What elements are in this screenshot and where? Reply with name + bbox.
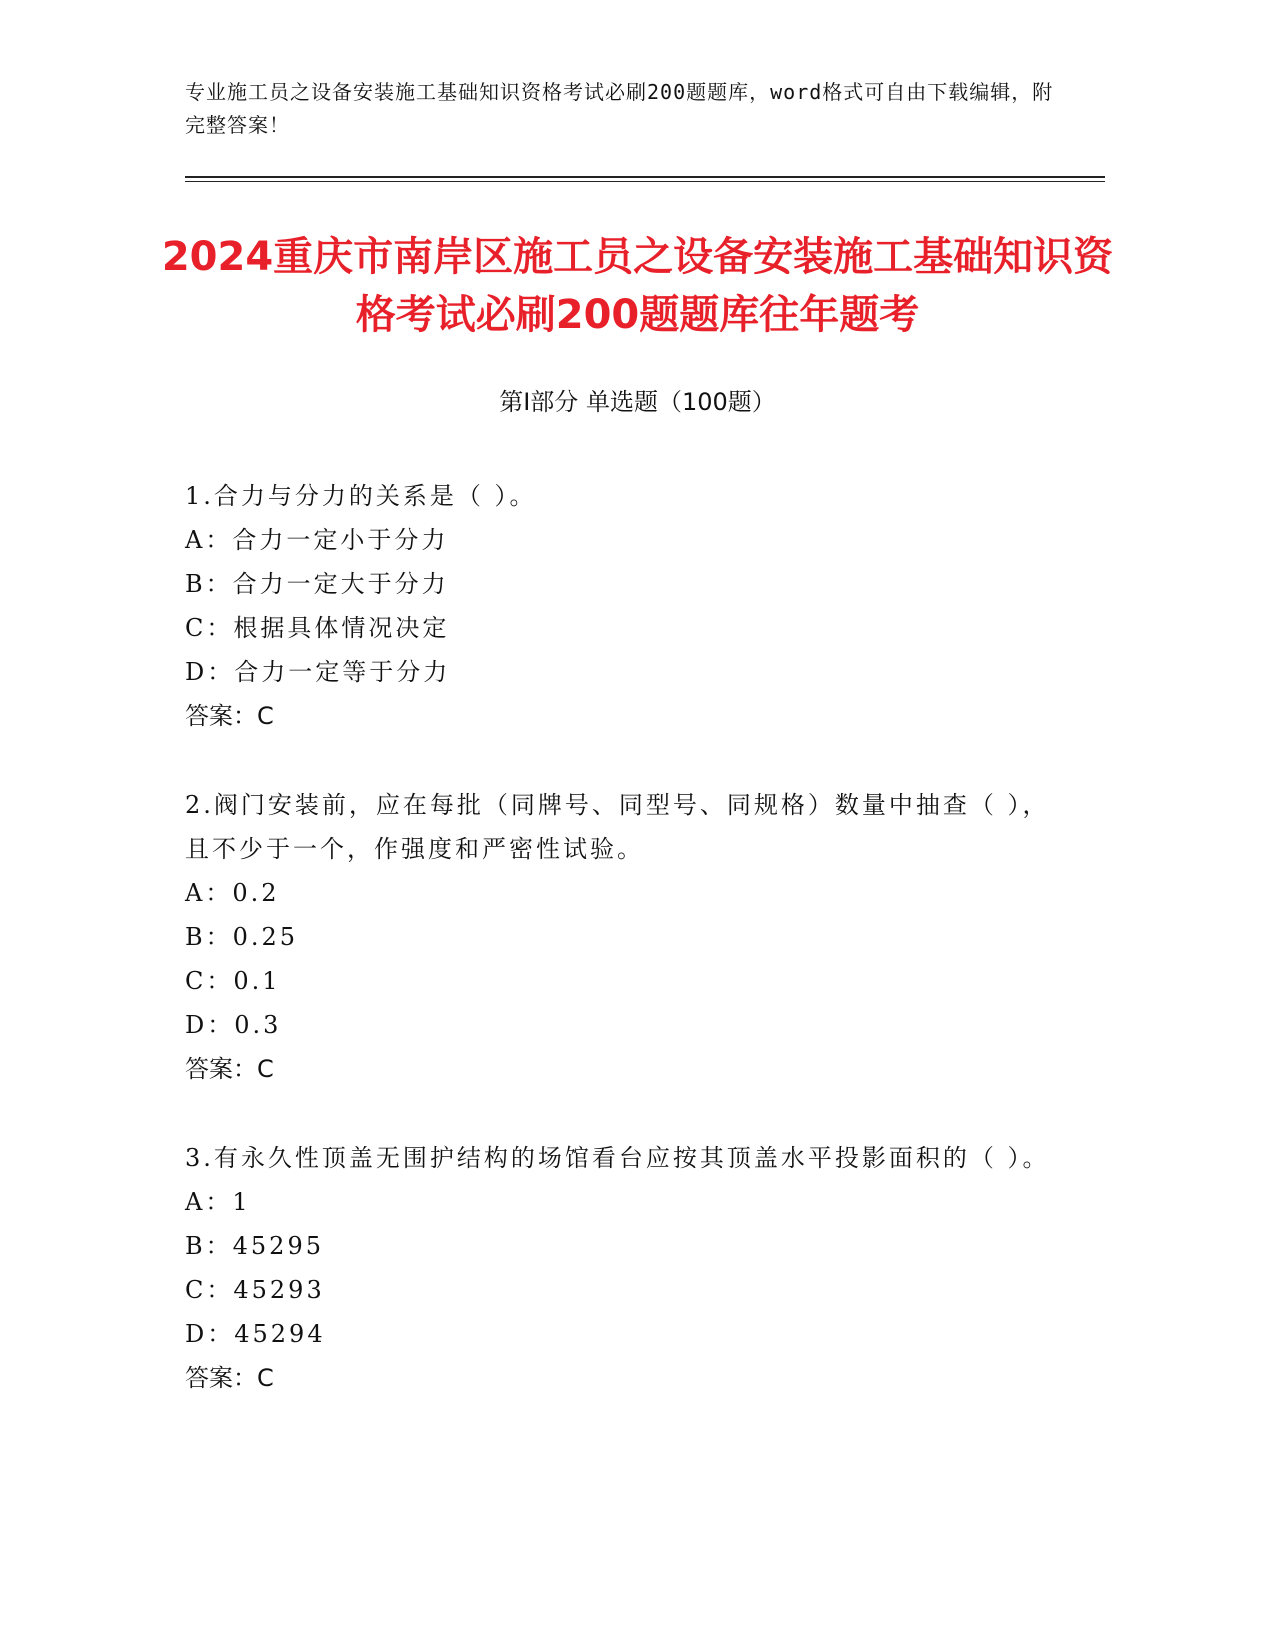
option-b: B：合力一定大于分力 <box>185 570 449 598</box>
header-divider-thick <box>185 176 1105 178</box>
answer-line: 答案：C <box>185 1055 274 1083</box>
option-c: C：0.1 <box>185 967 281 995</box>
question-3 <box>185 1136 1065 1400</box>
document-title: 2024重庆市南岸区施工员之设备安装施工基础知识资格考试必刷200题题库往年题考 <box>161 234 1114 338</box>
section-title: 第Ⅰ部分 单选题（100题） <box>499 388 776 416</box>
option-a: A：1 <box>185 1188 251 1216</box>
option-a: A：0.2 <box>185 879 280 907</box>
option-c: C：根据具体情况决定 <box>185 614 450 642</box>
question-stem: 1.合力与分力的关系是（ ）。 <box>185 482 537 510</box>
header-note: 专业施工员之设备安装施工基础知识资格考试必刷200题题库，word格式可自由下载编辑，附完整答案！ <box>185 80 1054 137</box>
header-divider-thin <box>185 181 1105 182</box>
option-a: A：合力一定小于分力 <box>185 526 449 554</box>
option-d: D：45294 <box>185 1320 326 1348</box>
question-stem: 3.有永久性顶盖无围护结构的场馆看台应按其顶盖水平投影面积的（ ）。 <box>185 1144 1050 1172</box>
question-list <box>185 474 1065 1445</box>
option-b: B：0.25 <box>185 923 299 951</box>
question-stem: 2.阀门安装前，应在每批（同牌号、同型号、同规格）数量中抽查（ ），且不少于一个，作强度和严密性试验。 <box>185 791 1050 863</box>
option-d: D：0.3 <box>185 1011 282 1039</box>
question-2 <box>185 783 1065 1091</box>
option-c: C：45293 <box>185 1276 325 1304</box>
option-d: D：合力一定等于分力 <box>185 658 451 686</box>
option-b: B：45295 <box>185 1232 324 1260</box>
answer-line: 答案：C <box>185 702 274 730</box>
question-1 <box>185 474 1065 738</box>
answer-line: 答案：C <box>185 1364 274 1392</box>
